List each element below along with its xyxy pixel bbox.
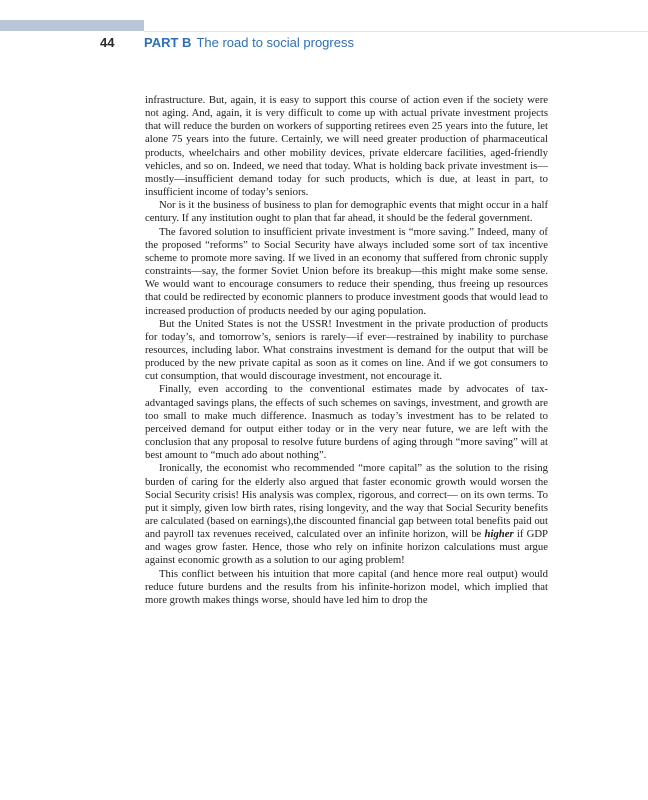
paragraph-text: Nor is it the business of business to plan for demographic events that might occur in a half century. If any institution ought to plan that far ahead, it should be the federal government. <box>145 199 548 225</box>
header-accent-bar <box>0 20 144 31</box>
paragraph-text: The favored solution to insufficient private investment is “more saving.” Indeed, many of the proposed “reforms” to Social Security have always included some sort of tax incentive scheme to promote more saving. If we lived in an economy that suffered from chronic supply constraints—say, the former Soviet Union before its breakup—this might make some sense. We would want to encourage consumers to reduce their spending, thus freeing up resources that could be redirected by economic planners to produce investment goods that would lead to increased production of products needed by our aging population. <box>145 225 548 317</box>
paragraph-text: Ironically, the economist who recommended “more capital” as the solution to the rising burden of caring for the elderly also argued that faster economic growth would worsen the Social Security crisis! His analysis was complex, rigorous, and correct— on its own terms. To put it simply, given low birth rates, rising longevity, and the way that Social Security benefits are calculated (based on earnings),the discounted financial gap between total benefits paid out and payroll tax revenues received, calculated over an infinite horizon, will be <box>145 462 548 541</box>
header-rule <box>144 31 648 32</box>
body-text <box>145 94 548 607</box>
paragraph <box>145 383 548 462</box>
paragraph-text: Finally, even according to the conventional estimates made by advocates of tax-advantaged savings plans, the effects of such schemes on savings, investment, and growth are too small to make much difference. Inasmuch as today’s investment has to be related to perceived demand for output either today or in the very near future, we are left with the conclusion that any proposal to resolve future burdens of aging through “more saving” will at best amount to “much ado about nothing”. <box>145 383 548 462</box>
paragraph <box>145 462 548 567</box>
paragraph <box>145 318 548 384</box>
paragraph-text: This conflict between his intuition that more capital (and hence more real output) would reduce future burdens and the results from his infinite-horizon model, which implied that more growth makes things worse, should have led him to drop the <box>145 567 548 606</box>
page-number: 44 <box>100 35 115 50</box>
paragraph-text: But the United States is not the USSR! Investment in the private production of products for today’s, and tomorrow’s, seniors is rarely—if ever—restrained by inability to purchase resources, including labor. What constrains investment is demand for the output that will be produced by the new private capital as soon as it comes on line. And if we got consumers to cut consumption, that would discourage investment, not encourage it. <box>145 317 548 383</box>
running-head <box>144 35 354 51</box>
paragraph <box>145 568 548 607</box>
part-title: The road to social progress <box>196 35 354 50</box>
paragraph-text: if GDP and wages grow faster. Hence, those who rely on infinite horizon calculations must argue against economic growth as a solution to our aging problem! <box>145 528 548 567</box>
paragraph <box>145 199 548 225</box>
paragraph <box>145 94 548 199</box>
paragraph <box>145 226 548 318</box>
paragraph-text: infrastructure. But, again, it is easy to support this course of action even if the society were not aging. And, again, it is very difficult to come up with actual private investment projects that will reduce the burden on workers of supporting retirees even 25 years into the future, let alone 75 years into the future. Certainly, we will need greater production of pharmaceutical products, wheelchairs and other mobility devices, private eldercare facilities, aged-friendly vehicles, and so on. Indeed, we need that today. What is holding back private investment is—mostly—insufficient demand today for such products, which is due, at least in part, to insufficient income of today’s seniors. <box>145 94 548 199</box>
part-label: PART B <box>144 35 192 50</box>
emphasis-text: higher <box>484 528 514 541</box>
